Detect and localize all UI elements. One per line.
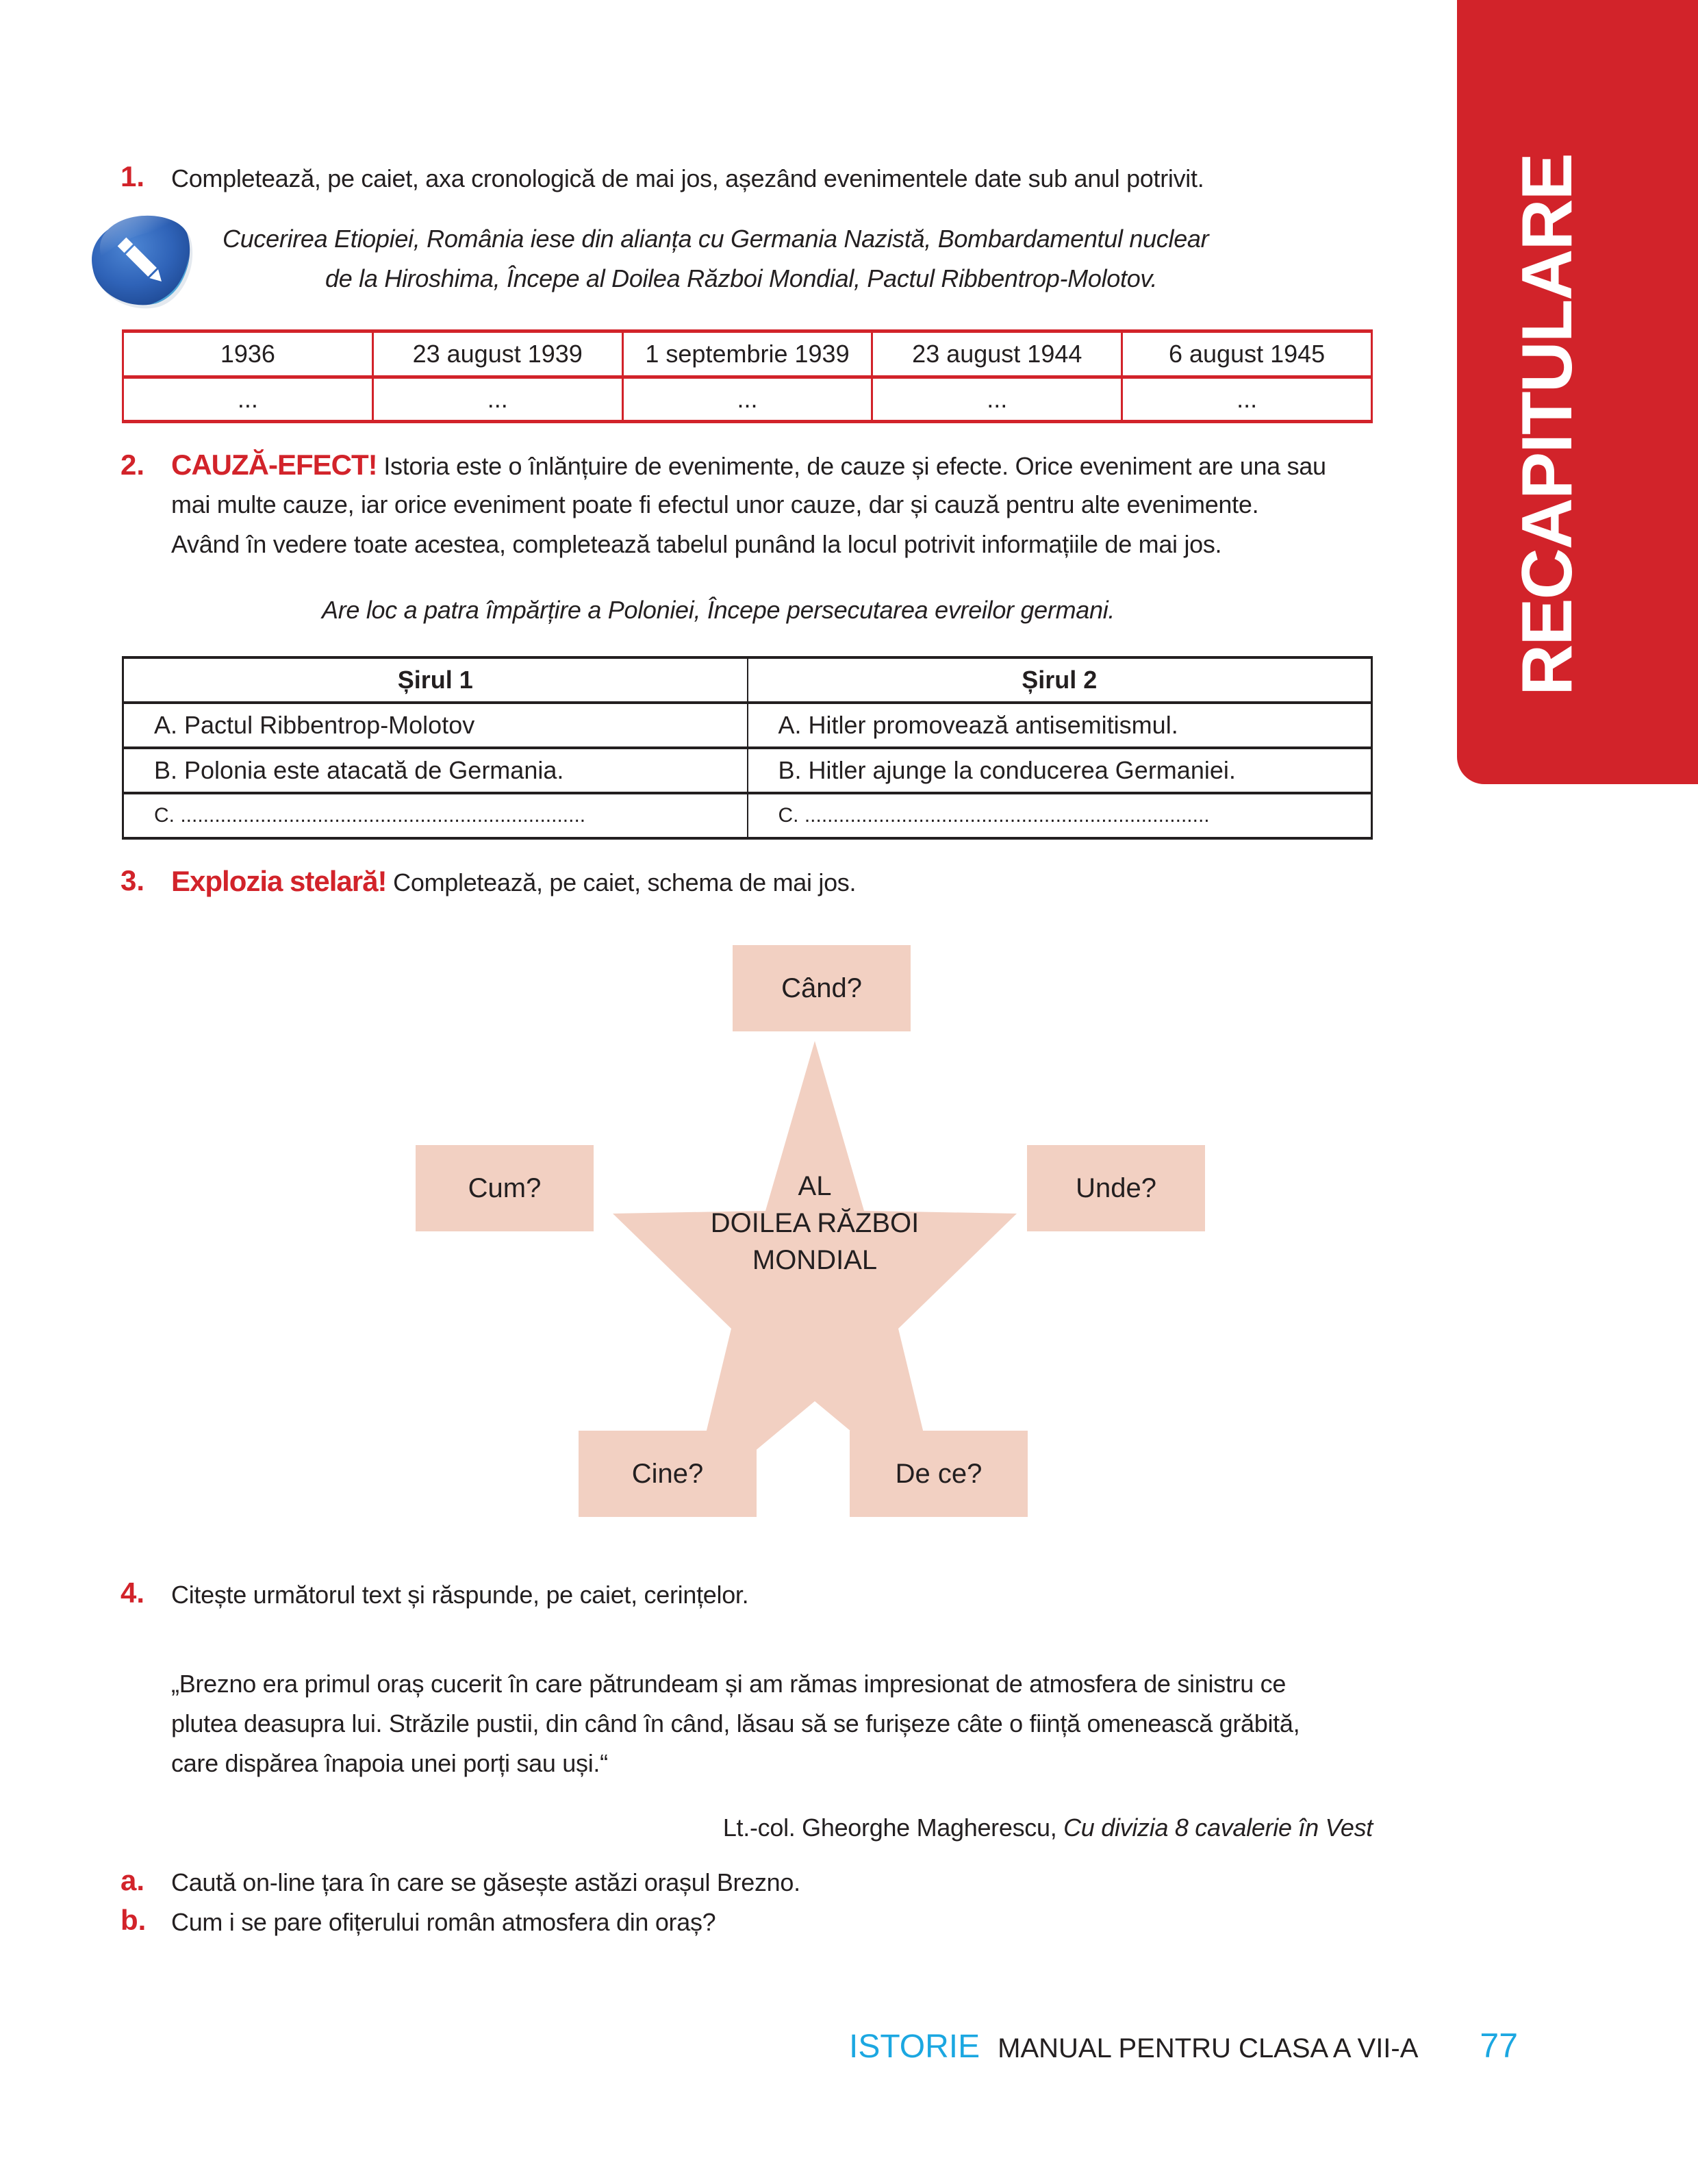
source-title: Cu divizia 8 cavalerie în Vest [1063,1813,1373,1842]
exercise-1-events-line-2: de la Hiroshima, Începe al Doilea Război Mondial, Pactul Ribbentrop-Molotov. [325,264,1158,292]
column-header: Șirul 2 [748,657,1372,703]
timeline-blank: ... [872,377,1122,422]
exercise-4-number: 4. [121,1577,145,1609]
question-b-letter: b. [121,1904,147,1936]
timeline-blanks-row [123,377,1372,422]
center-line: AL [798,1171,832,1201]
exercise-2-paragraph [171,445,1376,486]
page-number: 77 [1480,2026,1519,2065]
exercise-2-title: CAUZĂ-EFECT! [171,449,377,481]
table-cell: A. Pactul Ribbentrop-Molotov [123,703,748,748]
exercise-2-number: 2. [121,449,145,481]
source-author: Lt.-col. Gheorghe Magherescu, [722,1813,1064,1842]
table-cell: B. Hitler ajunge la conducerea Germaniei. [748,748,1372,793]
quote-line-1: „Brezno era primul oraș cucerit în care pătrundeam și am rămas impresionat de atmosfera de sinistru ce [171,1670,1287,1698]
quote-source [723,1808,1373,1848]
column-header: Șirul 1 [123,657,748,703]
page-footer [849,2026,1518,2066]
question-box-why: De ce? [850,1431,1028,1517]
center-line: DOILEA RĂZBOI [710,1208,920,1238]
chapter-label-text: RECAPITULARE [1507,153,1587,696]
question-box-where: Unde? [1027,1145,1205,1231]
exercise-2-text-line-3: Având în vedere toate acestea, completează tabelul punând la locul potrivit informațiile de mai jos. [171,530,1222,558]
quote-line-2: plutea deasupra lui. Străzile pustii, din când în când, lăsau să se furișeze câte o ființă omenească grăbită, [171,1709,1300,1737]
exercise-3-title: Explozia stelară! [171,865,387,897]
question-box-how: Cum? [416,1145,594,1231]
footer-title: MANUAL PENTRU CLASA A VII-A [998,2033,1419,2063]
exercise-3-number: 3. [121,864,145,896]
exercise-1-number: 1. [121,160,145,192]
table-cell: A. Hitler promovează antisemitismul. [748,703,1372,748]
timeline-dates-row [123,331,1372,377]
pencil-icon [81,202,197,312]
timeline-blank: ... [372,377,622,422]
timeline-date: 23 august 1944 [872,331,1122,377]
timeline-date: 23 august 1939 [372,331,622,377]
star-diagram [411,931,1219,1534]
center-line: MONDIAL [752,1245,878,1275]
exercise-2-text-line-1: Istoria este o înlănțuire de evenimente, de cauze și efecte. Orice eveniment are una sau [383,452,1326,480]
timeline-date: 6 august 1945 [1122,331,1372,377]
question-a-letter: a. [121,1864,145,1896]
timeline-blank: ... [622,377,872,422]
timeline-date: 1936 [123,331,373,377]
footer-subject: ISTORIE [849,2029,980,2065]
table-header-row [123,657,1372,703]
exercise-3-paragraph [171,862,856,903]
quote-line-3: care dispărea înapoia unei porți sau uși.“ [171,1749,608,1777]
question-box-when: Când? [733,945,911,1031]
timeline-blank: ... [123,377,373,422]
table-row [123,793,1372,838]
chapter-label [1507,153,1587,696]
exercise-2-text-line-2: mai multe cauze, iar orice eveniment poate fi efectul unor cauze, dar și cauză pentru alte evenimente. [171,490,1259,518]
question-box-who: Cine? [579,1431,757,1517]
table-row [123,748,1372,793]
table-cell: B. Polonia este atacată de Germania. [123,748,748,793]
question-b-text: Cum i se pare ofițerului român atmosfera din oraș? [171,1908,716,1936]
timeline-date: 1 septembrie 1939 [622,331,872,377]
exercise-3-instruction: Completează, pe caiet, schema de mai jos. [393,868,857,896]
timeline-blank: ... [1122,377,1372,422]
cause-effect-table [122,656,1373,840]
timeline-table [122,329,1373,423]
table-cell: C. ....................................................................... [748,793,1372,838]
table-cell: C. ....................................................................... [123,793,748,838]
exercise-4-instruction: Citește următorul text și răspunde, pe caiet, cerințelor. [171,1581,749,1609]
exercise-1-events-line-1: Cucerirea Etiopiei, România iese din alianța cu Germania Nazistă, Bombardamentul nuclear [223,225,1209,253]
table-row [123,703,1372,748]
star-center-label [698,1168,931,1279]
exercise-1-instruction: Completează, pe caiet, axa cronologică de mai jos, așezând evenimentele date sub anul potrivit. [171,164,1204,192]
question-a-text: Caută on-line țara în care se găsește astăzi orașul Brezno. [171,1868,800,1896]
exercise-2-items: Are loc a patra împărțire a Poloniei, Începe persecutarea evreilor germani. [322,596,1115,624]
